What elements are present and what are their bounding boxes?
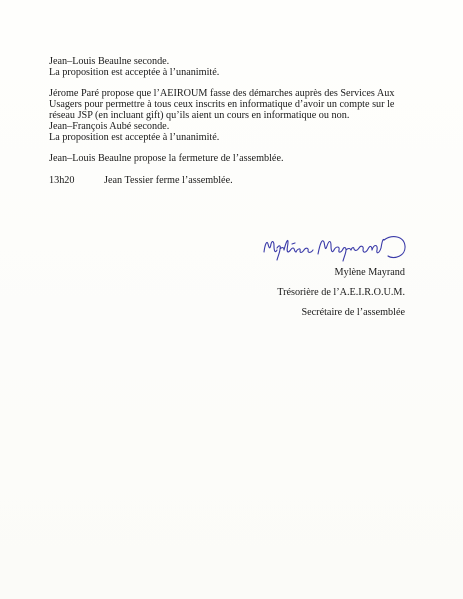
paragraph-proposal — [49, 89, 419, 143]
text-line: Jean–Louis Beaulne propose la fermeture de l’assemblée. — [49, 153, 284, 165]
text-line: Jean–François Aubé seconde. — [49, 120, 170, 132]
text-line: Jérome Paré propose que l’AEIROUM fasse des démarches auprès des Services Aux — [49, 88, 395, 100]
text-line: Jean–Louis Beaulne seconde. — [49, 56, 170, 67]
signatory-title-secretary: Secrétaire de l’assemblée — [301, 307, 405, 318]
signatory-name: Mylène Mayrand — [334, 267, 405, 278]
minutes-body — [49, 57, 419, 187]
signature-block — [277, 263, 405, 323]
closing-time-row — [49, 176, 419, 187]
paragraph-seconding — [49, 57, 419, 79]
closing-time: 13h20 — [49, 174, 75, 186]
text-line: La proposition est acceptée à l’unanimité. — [49, 66, 220, 78]
handwritten-signature — [258, 232, 418, 264]
text-line: réseau JSP (en incluant gift) qu’ils aient un cours en informatique ou non. — [49, 109, 350, 121]
paragraph-closing-motion — [49, 154, 419, 165]
signatory-title-treasurer: Trésorière de l’A.E.I.R.O.U.M. — [277, 287, 405, 298]
text-line: Usagers pour permettre à tous ceux inscrits en informatique d’avoir un compte sur le — [49, 99, 395, 111]
text-line: La proposition est acceptée à l’unanimité. — [49, 131, 220, 143]
closing-text: Jean Tessier ferme l’assemblée. — [104, 174, 233, 186]
